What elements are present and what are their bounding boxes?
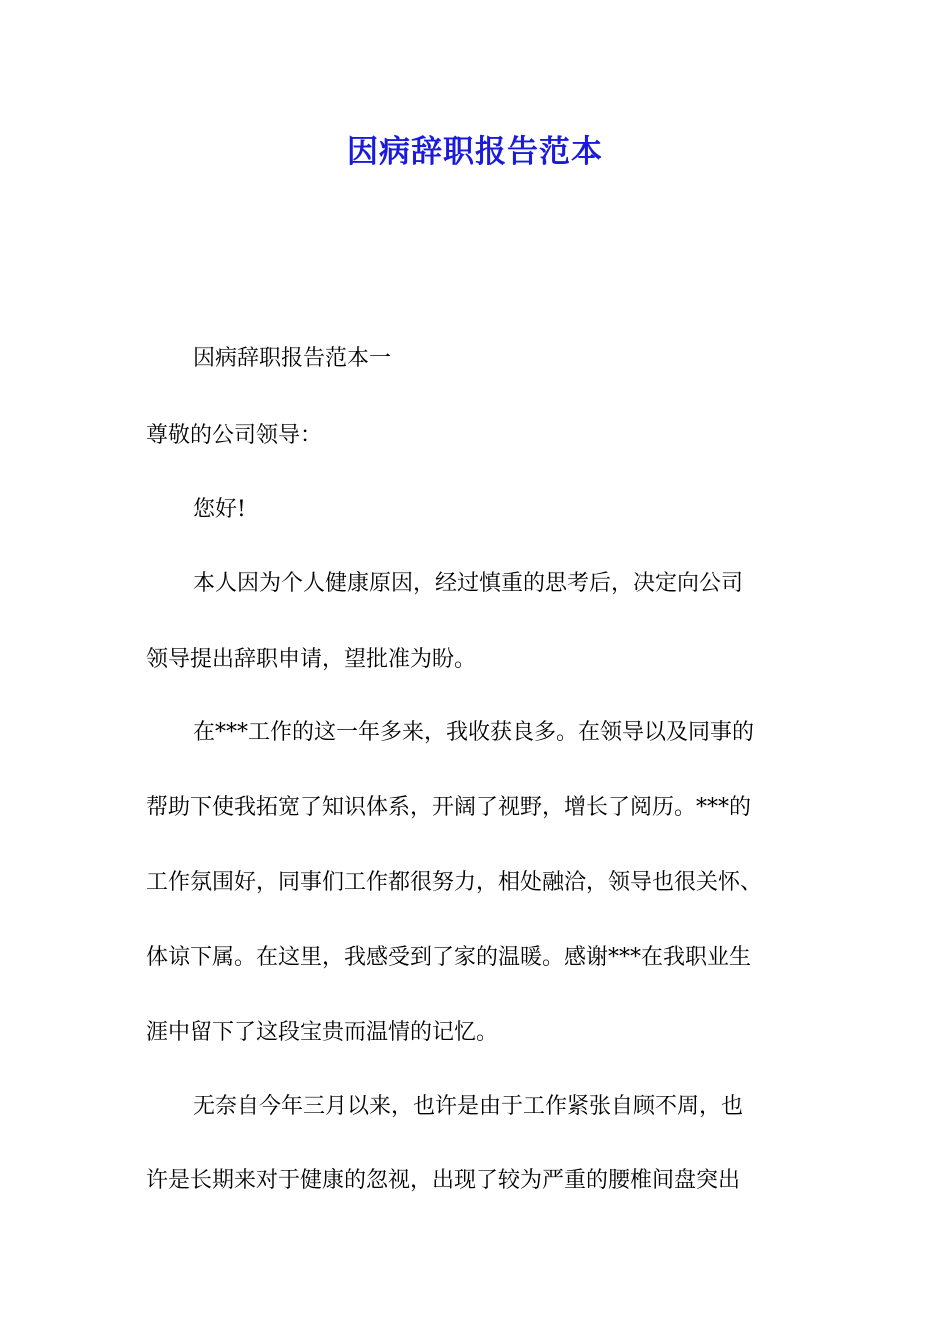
paragraph-line: 无奈自今年三月以来，也许是由于工作紧张自顾不周，也 <box>193 1094 744 1119</box>
paragraph-line: 工作氛围好，同事们工作都很努力，相处融洽，领导也很关怀、 <box>146 870 763 895</box>
paragraph-line: 领导提出辞职申请，望批准为盼。 <box>146 647 477 672</box>
paragraph-line: 体谅下属。在这里，我感受到了家的温暖。感谢***在我职业生 <box>146 945 752 970</box>
greeting: 您好! <box>193 497 246 522</box>
paragraph-line: 在***工作的这一年多来，我收获良多。在领导以及同事的 <box>193 720 755 745</box>
section-heading: 因病辞职报告范本一 <box>193 346 392 371</box>
document-title: 因病辞职报告范本 <box>347 134 603 170</box>
salutation: 尊敬的公司领导： <box>146 423 323 448</box>
paragraph-line: 许是长期来对于健康的忽视，出现了较为严重的腰椎间盘突出 <box>146 1168 741 1193</box>
paragraph-line: 涯中留下了这段宝贵而温情的记忆。 <box>146 1020 499 1045</box>
paragraph-line: 本人因为个人健康原因，经过慎重的思考后，决定向公司 <box>193 571 744 596</box>
paragraph-line: 帮助下使我拓宽了知识体系，开阔了视野，增长了阅历。***的 <box>146 795 752 820</box>
